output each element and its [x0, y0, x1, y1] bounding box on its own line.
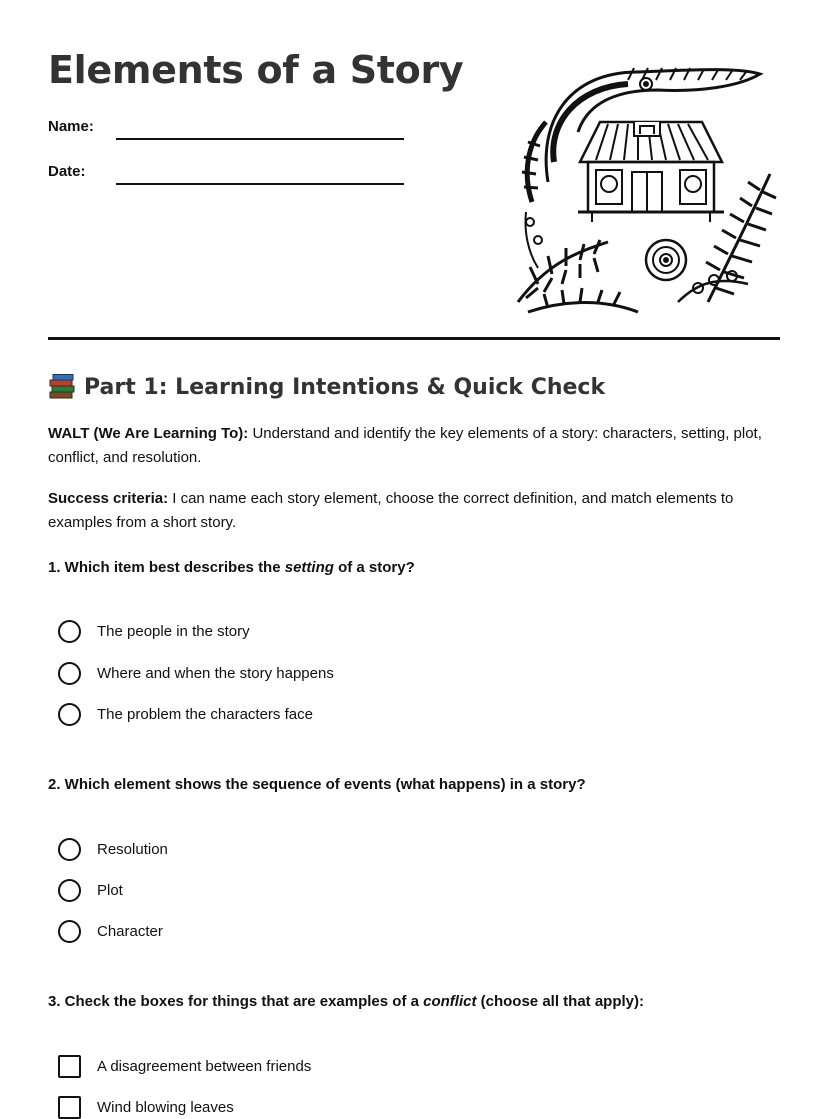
- option-label: A disagreement between friends: [97, 1058, 312, 1075]
- success-criteria-text: I can name each story element, choose the correct definition, and match elements to examples from a short story.: [48, 490, 734, 531]
- question-3: [48, 993, 644, 1010]
- option-label: Character: [97, 923, 163, 940]
- q3-option-2[interactable]: [58, 1096, 234, 1119]
- q3-option-1[interactable]: [58, 1055, 311, 1078]
- name-label: Name:: [48, 118, 94, 135]
- option-label: The people in the story: [97, 623, 250, 640]
- page-title: Elements of a Story: [48, 48, 464, 92]
- radio-button[interactable]: [58, 920, 81, 943]
- hut-illustration: [508, 62, 780, 320]
- option-label: Resolution: [97, 841, 168, 858]
- question-1: [48, 559, 415, 576]
- option-label: The problem the characters face: [97, 706, 313, 723]
- q1-option-1[interactable]: [58, 620, 250, 643]
- checkbox[interactable]: [58, 1055, 81, 1078]
- checkbox[interactable]: [58, 1096, 81, 1119]
- books-icon: [48, 374, 76, 400]
- walt-text: Understand and identify the key elements of a story: characters, setting, plot, conflict, and resolution.: [48, 425, 762, 466]
- q2-option-3[interactable]: [58, 920, 163, 943]
- question-1-text: 1. Which item best describes the: [48, 559, 285, 576]
- question-3-emphasis: conflict: [423, 993, 477, 1010]
- q1-option-2[interactable]: [58, 662, 334, 685]
- success-criteria-label: Success criteria:: [48, 490, 169, 507]
- name-field[interactable]: [116, 138, 404, 140]
- q1-option-3[interactable]: [58, 703, 313, 726]
- section-divider: [48, 337, 780, 340]
- radio-button[interactable]: [58, 879, 81, 902]
- q2-option-2[interactable]: [58, 879, 123, 902]
- radio-button[interactable]: [58, 838, 81, 861]
- question-1-emphasis: setting: [284, 559, 334, 576]
- radio-button[interactable]: [58, 662, 81, 685]
- radio-button[interactable]: [58, 620, 81, 643]
- date-field[interactable]: [116, 183, 404, 185]
- walt-label: WALT (We Are Learning To):: [48, 425, 249, 442]
- walt-paragraph: [48, 422, 788, 470]
- radio-button[interactable]: [58, 703, 81, 726]
- question-1-text-end: of a story?: [333, 559, 415, 576]
- date-label: Date:: [48, 163, 86, 180]
- question-2: 2. Which element shows the sequence of events (what happens) in a story?: [48, 776, 586, 793]
- question-3-text-end: (choose all that apply):: [476, 993, 644, 1010]
- q2-option-1[interactable]: [58, 838, 168, 861]
- option-label: Wind blowing leaves: [97, 1099, 234, 1116]
- question-3-text: 3. Check the boxes for things that are examples of a: [48, 993, 424, 1010]
- part1-title-text: Part 1: Learning Intentions & Quick Check: [84, 374, 606, 400]
- success-criteria-paragraph: [48, 487, 788, 535]
- option-label: Plot: [97, 882, 123, 899]
- option-label: Where and when the story happens: [97, 665, 334, 682]
- part1-title: [48, 374, 605, 400]
